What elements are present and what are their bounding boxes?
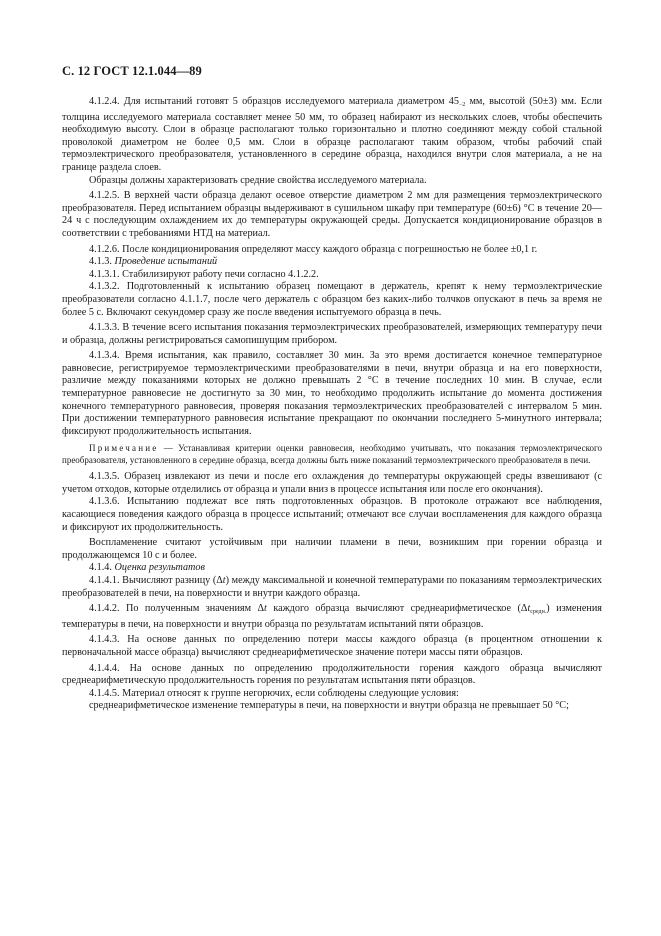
paragraph-4-1-3-6: 4.1.3.6. Испытанию подлежат все пять подготовленных образцов. В протоколе отражают все наблюдения, касающиеся поведения каждого образца в процессе испытаний; отмечают все случаи воспламенения для каждого образца и фиксируют их продолжительность. (62, 496, 602, 533)
paragraph-4-1-3-4: 4.1.3.4. Время испытания, как правило, составляет 30 мин. За это время достигается конечное температурное равновесие, регистрируемое термоэлектрическими преобразователями в печи, внутри образца и на его поверхности, различие между показаниями которых не должно превышать 2 °С в течение последних 10 мин. В случае, если температурное равновесие не достигнуто за 30 мин, то необходимо продолжить испытание до момента достижения конечного температурного равновесия, проверяя показания термоэлектрических преобразователей с интервалом 5 мин. При достижении температурного равновесия испытание прекращают по окончании последнего 5-минутного интервала; фиксируют продолжительность испытания. (62, 350, 602, 437)
section-heading-4-1-3: 4.1.3. Проведение испытаний (89, 256, 218, 268)
page-header: С. 12 ГОСТ 12.1.044—89 (62, 64, 202, 78)
paragraph-4-1-3-5: 4.1.3.5. Образец извлекают из печи и после его охлаждения до температуры окружающей среды взвешивают (с учетом отходов, которые отделились от образца и упали вниз в процессе испытания или после его окончания). (62, 471, 602, 495)
note-paragraph: Примечание — Устанавливая критерии оценки равновесия, необходимо учитывать, что показания термоэлектрического преобразователя, установленного в середине образца, всегда должны быть ниже показаний термоэлектрического преобразователя в печи. (62, 443, 602, 465)
paragraph-4-1-4-2: 4.1.4.2. По полученным значениям Δt каждого образца вычисляют среднеарифметическое $(\Delta t_{средн.})$ изменения температуры в печи, на поверхности и внутри образца по результатам испытаний пяти образцов. (62, 603, 602, 630)
paragraph-4-1-2-5: 4.1.2.5. В верхней части образца делают осевое отверстие диаметром 2 мм для размещения термоэлектрического преобразователя. Перед испытанием образцы выдерживают в сушильном шкафу при температуре (60±6) °С в течение 20—24 ч с последующим охлаждением их до температуры окружающей среды. Допускается кондиционирование образцов в соответствии с требованиями НТД на материал. (62, 190, 602, 239)
note-label: Примечание (89, 443, 159, 454)
diameter-tolerance: −2 (458, 102, 466, 108)
paragraph-samples-properties: Образцы должны характеризовать средние свойства исследуемого материала. (89, 174, 427, 186)
paragraph-4-1-4-1: 4.1.4.1. Вычисляют разницу (Δt) между максимальной и конечной температурами по показаниям термоэлектрических преобразователей в печи, на поверхности и внутри каждого образца. (62, 575, 602, 599)
paragraph-4-1-4-5: 4.1.4.5. Материал относят к группе негорючих, если соблюдены следующие условия: (89, 687, 459, 699)
paragraph-4-1-3-2: 4.1.3.2. Подготовленный к испытанию образец помещают в держатель, крепят к нему термоэлектрические преобразователи согласно 4.1.1.7, после чего держатель с образцом без каких-либо толчков опускают в печь за время не более 5 с. Включают секундомер сразу же после введения испытуемого образца в печь. (62, 281, 602, 318)
paragraph-4-1-4-4: 4.1.4.4. На основе данных по определению продолжительности горения каждого образца вычисляют среднеарифметическую продолжительность горения по результатам испытания пяти образцов. (62, 662, 602, 687)
paragraph-4-1-3-3: 4.1.3.3. В течение всего испытания показания термоэлектрических преобразователей, измеряющих температуру печи и образца, должны регистрироваться самопишущим прибором. (62, 322, 602, 346)
section-heading-4-1-4: 4.1.4. Оценка результатов (89, 562, 205, 574)
paragraph-ignition: Воспламенение считают устойчивым при наличии пламени в печи, возникшим при горении образца и продолжающемся 10 с и более. (62, 537, 602, 561)
paragraph-4-1-2-4: 4.1.2.4. Для испытаний готовят 5 образцов исследуемого материала диаметром $45_{-2}$ мм, высотой (50±3) мм. Если толщина исследуемого материала составляет менее 50 мм, то образец набирают из нескольких слоев, чтобы обеспечить необходимую высоту. Слои в образце располагают только горизонтально и плотно соединяют между собой стальной проволокой диаметром не более 0,5 мм. Слои в образце располагают таким образом, чтобы рабочий спай термоэлектрического преобразователя, установленного в середине образца, находился внутри слоя материала, а не на границе раздела слоев. (62, 96, 602, 173)
document-body (62, 96, 602, 713)
paragraph-4-1-2-6: 4.1.2.6. После кондиционирования определяют массу каждого образца с погрешностью не более ±0,1 г. (89, 243, 538, 255)
paragraph-condition: среднеарифметическое изменение температуры в печи, на поверхности и внутри образца не превышает 50 °С; (89, 700, 569, 712)
paragraph-4-1-3-1: 4.1.3.1. Стабилизируют работу печи согласно 4.1.2.2. (89, 268, 319, 280)
paragraph-4-1-4-3: 4.1.4.3. На основе данных по определению потери массы каждого образца (в процентном отношении к первоначальной массе образца) вычисляют среднеарифметическое значение потери массы пяти образцов. (62, 634, 602, 658)
